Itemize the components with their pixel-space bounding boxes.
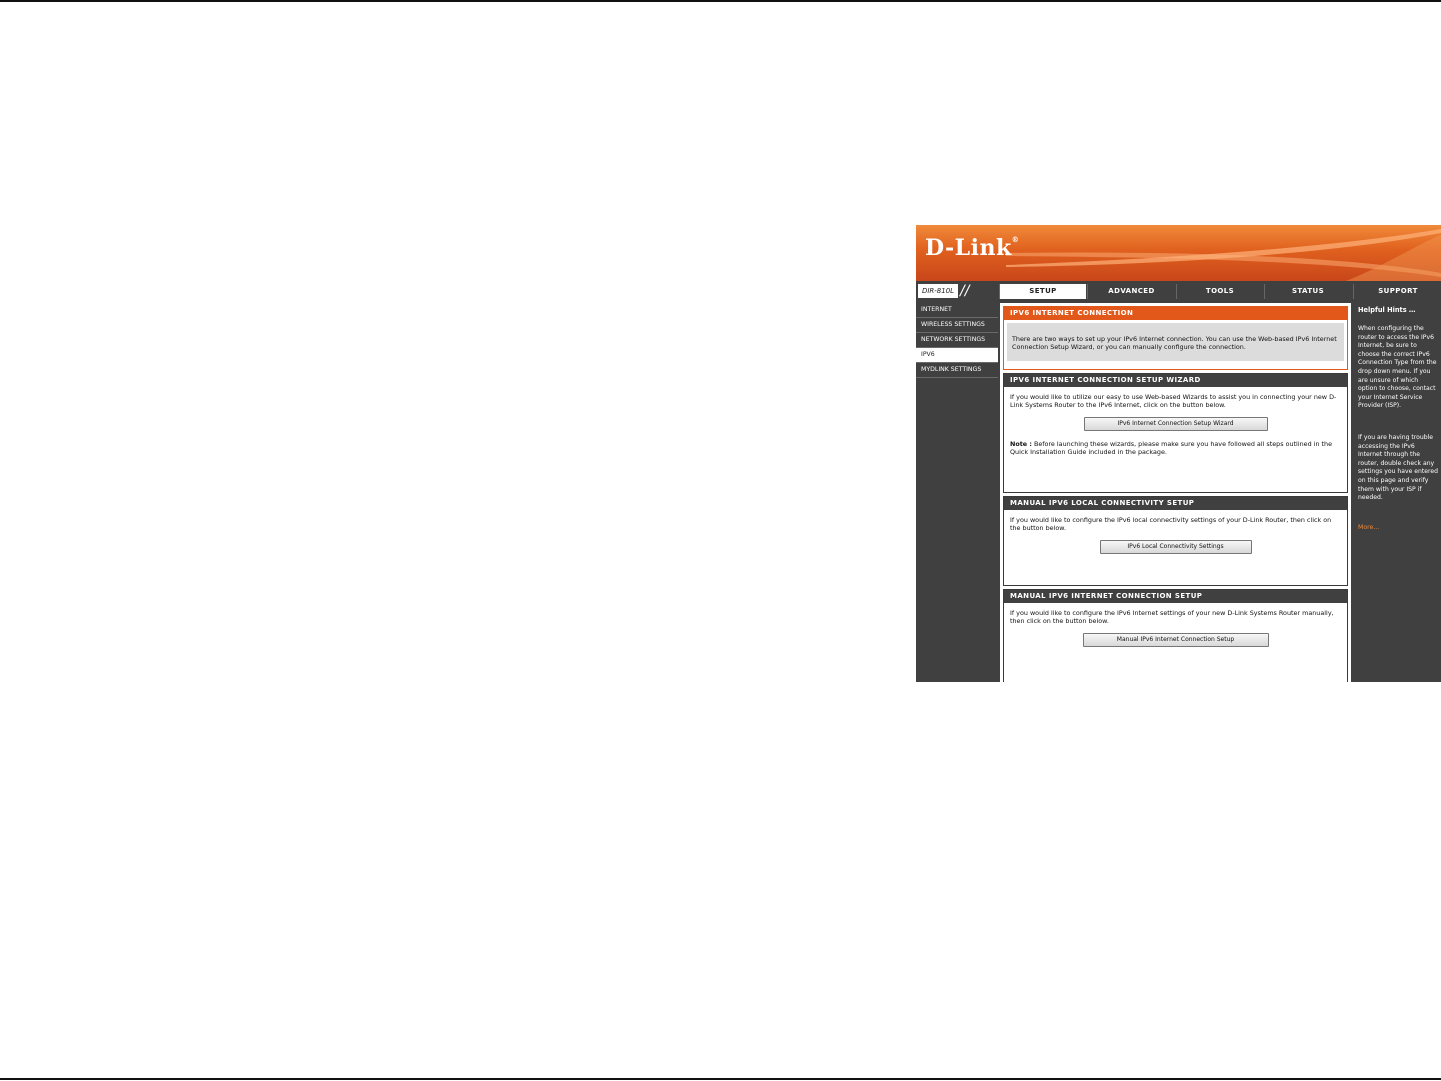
main-content: [1000, 303, 1351, 682]
manual-setup-text: If you would like to configure the IPv6 Internet settings of your new D-Link Systems Router manually, then click on the button below.: [1010, 609, 1334, 625]
hints-title: Helpful Hints …: [1358, 306, 1416, 314]
intro-section: [1003, 306, 1348, 370]
wizard-title: IPV6 INTERNET CONNECTION SETUP WIZARD: [1004, 374, 1347, 387]
ipv6-local-connectivity-button[interactable]: IPv6 Local Connectivity Settings: [1100, 540, 1252, 554]
tab-setup[interactable]: SETUP: [999, 284, 1086, 299]
intro-title: IPV6 INTERNET CONNECTION: [1004, 307, 1347, 320]
local-connectivity-title: MANUAL IPV6 LOCAL CONNECTIVITY SETUP: [1004, 497, 1347, 510]
hints-paragraph-1: When configuring the router to access the IPv6 Internet, be sure to choose the correct IPv6 Connection Type from the drop down menu. If you are unsure of which option to choose, contact your Internet Service Provider (ISP).: [1358, 325, 1437, 410]
model-badge: DIR-810L: [918, 284, 958, 298]
hints-more-link[interactable]: More...: [1358, 524, 1380, 531]
wizard-body: [1004, 387, 1347, 456]
page-bottom-rule: [0, 1078, 1441, 1080]
sidebar-item-internet[interactable]: INTERNET: [916, 303, 998, 318]
header-banner: [916, 225, 1441, 281]
model-slash-decoration: //: [960, 283, 970, 299]
tab-support[interactable]: SUPPORT: [1353, 284, 1441, 299]
page-top-rule: [0, 0, 1441, 2]
local-connectivity-section: [1003, 496, 1348, 586]
intro-text: There are two ways to set up your IPv6 Internet connection. You can use the Web-based IPv6 Internet Connection Setup Wizard, or you can manually configure the connection.: [1007, 323, 1344, 361]
note-text: Before launching these wizards, please make sure you have followed all steps outlined in the Quick Installation Guide included in the package.: [1010, 440, 1333, 456]
wizard-section: [1003, 373, 1348, 493]
manual-setup-body: [1004, 603, 1347, 647]
wizard-text: If you would like to utilize our easy to use Web-based Wizards to assist you in connecting your new D-Link Systems Router to the IPv6 Internet, click on the button below.: [1010, 393, 1337, 409]
dlink-logo: [925, 235, 1019, 261]
logo-text: D-Link: [925, 235, 1012, 261]
manual-ipv6-setup-button[interactable]: Manual IPv6 Internet Connection Setup: [1083, 633, 1269, 647]
sidebar-item-wireless-settings[interactable]: WIRELESS SETTINGS: [916, 318, 998, 333]
sidebar-item-mydlink-settings[interactable]: MYDLINK SETTINGS: [916, 363, 998, 378]
tab-advanced[interactable]: ADVANCED: [1087, 284, 1175, 299]
sidebar-item-network-settings[interactable]: NETWORK SETTINGS: [916, 333, 998, 348]
manual-setup-section: [1003, 589, 1348, 682]
local-connectivity-text: If you would like to configure the IPv6 local connectivity settings of your D-Link Router, then click on the button below.: [1010, 516, 1332, 532]
ipv6-setup-wizard-button[interactable]: IPv6 Internet Connection Setup Wizard: [1084, 417, 1268, 431]
hints-paragraph-2: If you are having trouble accessing the IPv6 Internet through the router, double check any settings you have entered on this page and verify them with your ISP if needed.: [1358, 434, 1438, 502]
sidebar-item-ipv6[interactable]: IPV6: [916, 348, 998, 363]
sidebar: [916, 303, 998, 682]
note-label: Note :: [1010, 440, 1032, 448]
helpful-hints-panel: [1353, 303, 1441, 682]
manual-setup-title: MANUAL IPV6 INTERNET CONNECTION SETUP: [1004, 590, 1347, 603]
wizard-note: [1010, 440, 1341, 456]
local-connectivity-body: [1004, 510, 1347, 554]
top-nav: [916, 282, 1441, 301]
tab-status[interactable]: STATUS: [1264, 284, 1351, 299]
router-ui-screenshot: [916, 225, 1441, 682]
tab-tools[interactable]: TOOLS: [1176, 284, 1263, 299]
logo-mark: ®: [1011, 235, 1020, 244]
